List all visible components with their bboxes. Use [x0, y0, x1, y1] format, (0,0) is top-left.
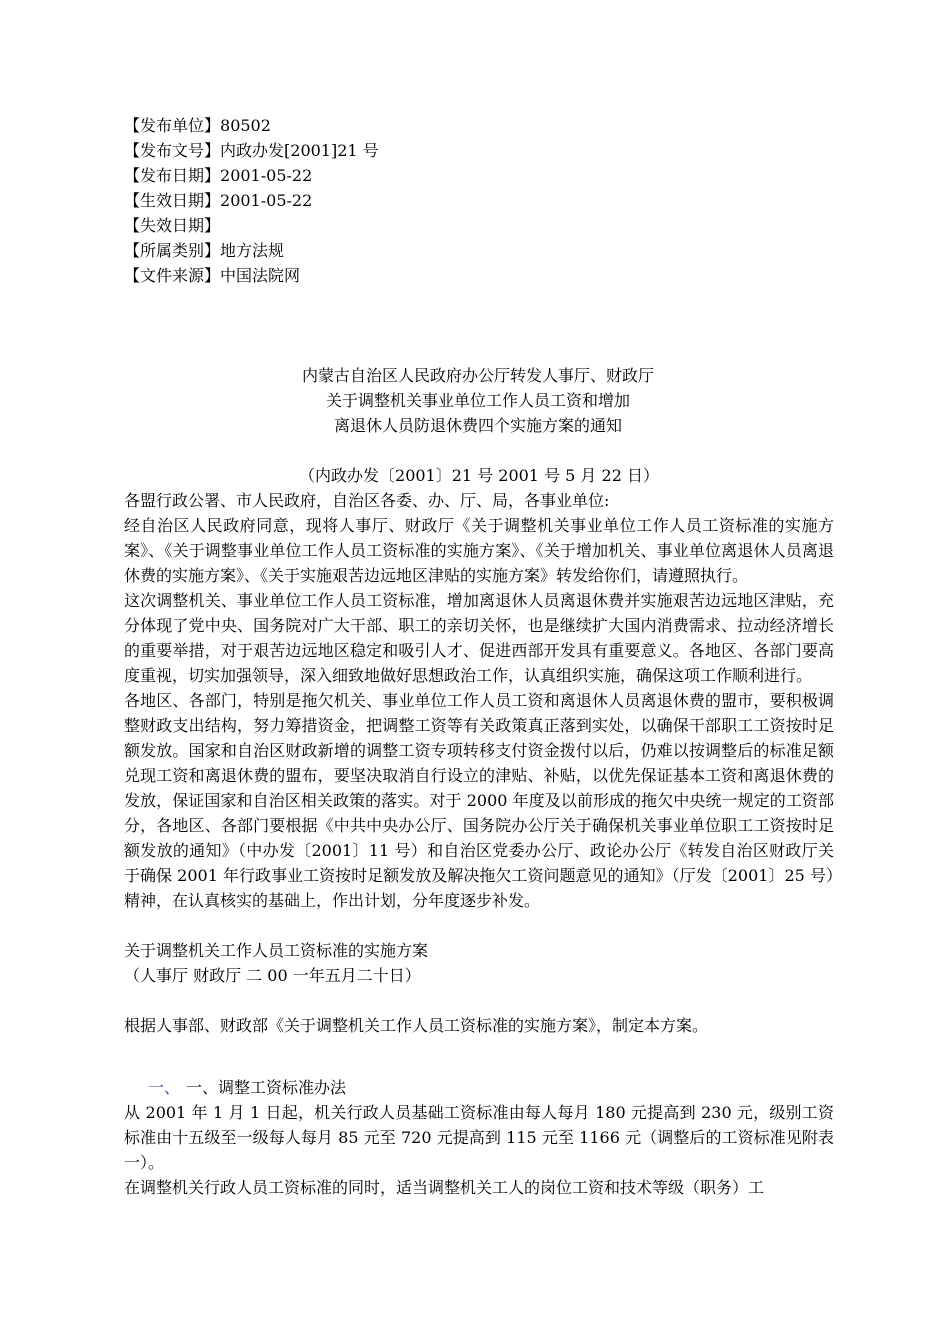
meta-category: 【所属类别】地方法规: [124, 241, 285, 260]
title-line-1: 内蒙古自治区人民政府办公厅转发人事厅、财政厅: [301, 366, 654, 385]
subsection-heading: [124, 1075, 834, 1100]
paragraph-1: 经自治区人民政府同意，现将人事厅、财政厅《关于调整机关事业单位工作人员工资标准的实施方案》、《关于调整事业单位工作人员工资标准的实施方案》、《关于增加机关、事业单位离退休人员离退休费的实施方案》、《关于实施艰苦边远地区津贴的实施方案》转发给你们，请遵照执行。: [124, 516, 834, 585]
document-title: [120, 363, 836, 438]
section-subtitle: （人事厅 财政厅 二 00 一年五月二十日）: [124, 966, 421, 985]
meta-effective-date: 【生效日期】2001-05-22: [124, 191, 313, 210]
section-body-1: 从 2001 年 1 月 1 日起，机关行政人员基础工资标准由每人每月 180 元提高到 230 元，级别工资标准由十五级至一级每人每月 85 元至 720 元提高到 115 元至 1166 元（调整后的工资标准见附表一）。: [124, 1103, 834, 1172]
meta-source: 【文件来源】中国法院网: [124, 266, 301, 285]
metadata-block: [124, 113, 834, 288]
paragraph-3: 各地区、各部门，特别是拖欠机关、事业单位工作人员工资和离退休人员离退休费的盟市，要积极调整财政支出结构，努力筹措资金，把调整工资等有关政策真正落到实处，以确保干部职工工资按时足额发放。国家和自治区财政新增的调整工资专项转移支付资金拨付以后，仍难以按调整后的标准足额兑现工资和离退休费的盟布，要坚决取消自行设立的津贴、补贴，以优先保证基本工资和离退休费的发放，保证国家和自治区相关政策的落实。对于 2000 年度及以前形成的拖欠中央统一规定的工资部分，各地区、各部门要根据《中共中央办公厅、国务院办公厅关于确保机关事业单位职工工资按时足额发放的通知》（中办发〔2001〕11 号）和自治区党委办公厅、政论办公厅《转发自治区财政厅关于确保 2001 年行政事业工资按时足额发放及解决拖欠工资问题意见的通知》（厅发〔2001〕25 号）精神，在认真核实的基础上，作出计划，分年度逐步补发。: [124, 691, 834, 910]
list-marker: 一、: [148, 1078, 181, 1097]
title-line-3: 离退休人员防退休费四个实施方案的通知: [333, 416, 622, 435]
meta-publish-date: 【发布日期】2001-05-22: [124, 166, 313, 185]
meta-publisher: 【发布单位】80502: [124, 116, 271, 135]
section-title: 关于调整机关工作人员工资标准的实施方案: [124, 941, 429, 960]
document-page: [124, 113, 834, 1200]
section-body-2: 在调整机关行政人员工资标准的同时，适当调整机关工人的岗位工资和技术等级（职务）工: [124, 1178, 765, 1197]
document-number: （内政办发〔2001〕21 号 2001 号 5 月 22 日）: [299, 466, 659, 485]
subsection-heading-text: 一、调整工资标准办法: [186, 1078, 347, 1097]
title-line-2: 关于调整机关事业单位工作人员工资和增加: [325, 391, 630, 410]
section-intro: 根据人事部、财政部《关于调整机关工作人员工资标准的实施方案》，制定本方案。: [124, 1016, 709, 1035]
paragraph-2: 这次调整机关、事业单位工作人员工资标准，增加离退休人员离退休费并实施艰苦边远地区津贴，充分体现了党中央、国务院对广大干部、职工的亲切关怀，也是继续扩大国内消费需求、拉动经济增长的重要举措，对于艰苦边远地区稳定和吸引人才、促进西部开发具有重要意义。各地区、各部门要高度重视，切实加强领导，深入细致地做好思想政治工作，认真组织实施，确保这项工作顺利进行。: [124, 591, 834, 685]
meta-expiry-date: 【失效日期】: [124, 216, 221, 235]
meta-doc-number: 【发布文号】内政办发[2001]21 号: [124, 141, 379, 160]
addressee: 各盟行政公署、市人民政府，自治区各委、办、厅、局，各事业单位:: [124, 491, 610, 510]
